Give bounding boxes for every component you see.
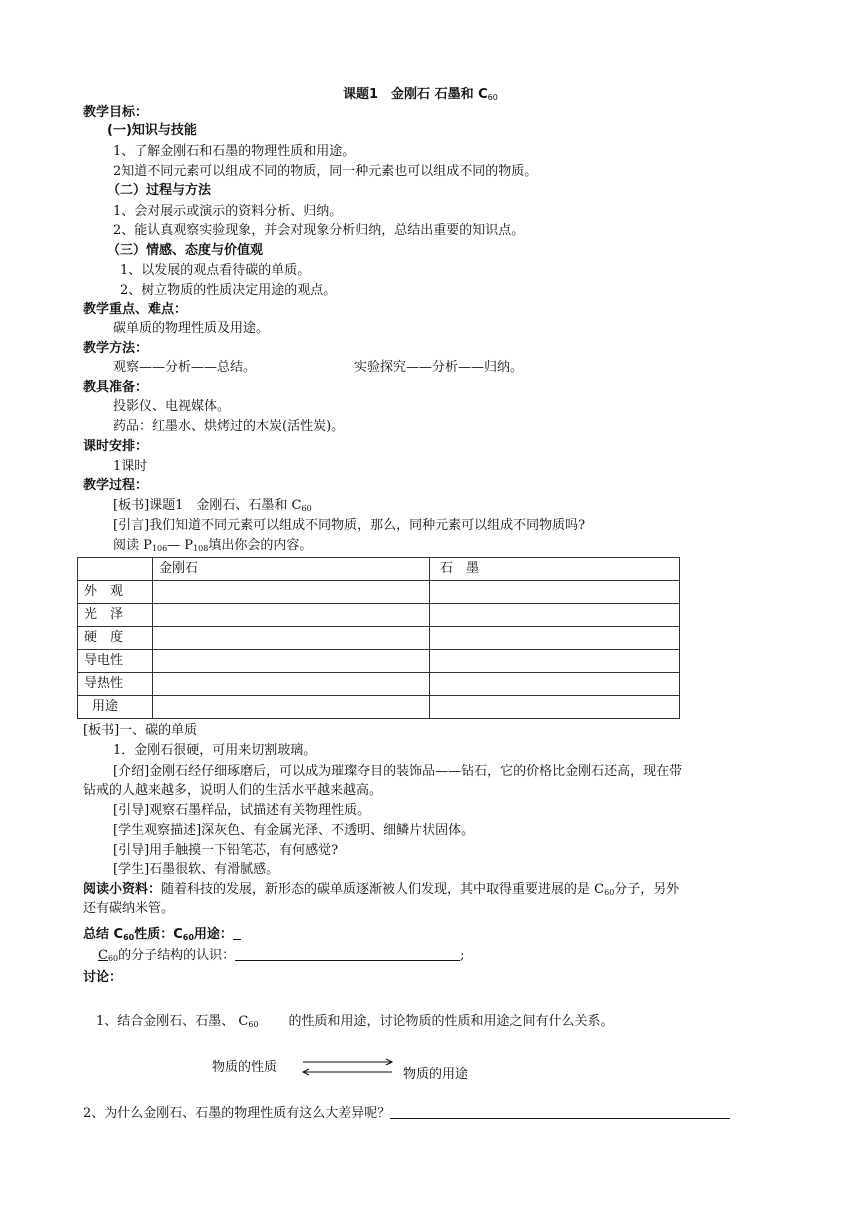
summary-subscript-1: 60 bbox=[123, 933, 135, 942]
process-item-1: 1、会对展示或演示的资料分析、归纳。 bbox=[113, 204, 343, 219]
reading-material-post: 分子，另外 bbox=[614, 882, 680, 897]
discussion-heading: 讨论： bbox=[83, 970, 123, 985]
reading-material-line-2: 还有碳纳米管。 bbox=[83, 901, 175, 916]
page-title bbox=[343, 86, 498, 106]
table-cell[interactable] bbox=[430, 650, 680, 673]
row-label-luster: 光 泽 bbox=[78, 604, 153, 627]
schedule-heading: 课时安排： bbox=[83, 439, 149, 454]
table-cell[interactable] bbox=[153, 696, 430, 719]
row-label-use: 用途 bbox=[78, 696, 153, 719]
reading-page-start: 106 bbox=[151, 544, 168, 553]
discussion-q2 bbox=[83, 1105, 730, 1122]
table-header-graphite: 石 墨 bbox=[430, 558, 680, 581]
summary-part-3: 用途： bbox=[193, 927, 233, 942]
summary-subscript-2: 60 bbox=[182, 933, 194, 942]
table-header-cell bbox=[78, 558, 153, 581]
reading-mid: — P bbox=[167, 538, 194, 553]
process-heading: （二）过程与方法 bbox=[107, 183, 212, 198]
discussion-q1-pre: 1、结合金刚石、石墨、 C bbox=[96, 1014, 249, 1029]
objectives-heading: 教学目标： bbox=[83, 105, 149, 120]
board-carbon-elements: [板书]一、碳的单质 bbox=[83, 723, 198, 738]
emotion-heading: （三）情感、态度与价值观 bbox=[107, 243, 264, 258]
table-cell[interactable] bbox=[153, 627, 430, 650]
table-cell[interactable] bbox=[153, 604, 430, 627]
reading-post: 填出你会的内容。 bbox=[208, 538, 313, 553]
board-title-subscript: 60 bbox=[301, 504, 312, 513]
discussion-q2-blank[interactable] bbox=[390, 1105, 730, 1119]
reading-material-line-1 bbox=[83, 881, 679, 901]
structure-blank[interactable] bbox=[235, 947, 460, 961]
board-title-text: [板书]课题1 金刚石、石墨和 C bbox=[113, 498, 302, 513]
structure-subscript: 60 bbox=[107, 954, 119, 963]
knowledge-item-2: 2知道不同元素可以组成不同的物质，同一种元素也可以组成不同的物质。 bbox=[113, 164, 538, 179]
key-points-heading: 教学重点、难点： bbox=[83, 302, 188, 317]
table-row bbox=[78, 673, 680, 696]
summary-blank[interactable] bbox=[233, 926, 241, 940]
reading-material-subscript: 60 bbox=[604, 888, 615, 897]
discussion-q1-subscript: 60 bbox=[248, 1020, 259, 1029]
property-label: 物质的性质 bbox=[212, 1060, 278, 1075]
knowledge-item-1: 1、了解金刚石和石墨的物理性质和用途。 bbox=[113, 144, 356, 159]
table-cell[interactable] bbox=[430, 581, 680, 604]
discussion-q2-text: 2、为什么金刚石、石墨的物理性质有这么大差异呢？ bbox=[83, 1106, 391, 1121]
title-text: 课题1 金刚石 石墨和 C bbox=[343, 87, 488, 102]
summary-line bbox=[83, 926, 241, 946]
title-subscript: 60 bbox=[487, 93, 498, 102]
structure-text: 的分子结构的认识： bbox=[118, 948, 236, 963]
process-section-heading: 教学过程： bbox=[83, 478, 149, 493]
table-cell[interactable] bbox=[430, 673, 680, 696]
discussion-q1-post: 的性质和用途，讨论物质的性质和用途之间有什么关系。 bbox=[288, 1014, 614, 1029]
reading-page-end: 108 bbox=[193, 544, 209, 553]
key-points-text: 碳单质的物理性质及用途。 bbox=[113, 321, 270, 336]
methods-heading: 教学方法： bbox=[83, 341, 149, 356]
diamond-hard-point: 1．金刚石很硬，可用来切割玻璃。 bbox=[113, 743, 317, 758]
reading-pre: 阅读 P bbox=[113, 538, 152, 553]
preparation-heading: 教具准备： bbox=[83, 380, 149, 395]
schedule-text: 1课时 bbox=[113, 459, 148, 474]
guide-pencil: [引导]用手触摸一下铅笔芯，有何感觉? bbox=[113, 843, 339, 858]
guide-graphite: [引导]观察石墨样品，试描述有关物理性质。 bbox=[113, 803, 371, 818]
intro-diamond-line-2: 钻戒的人越来越多，说明人们的生活水平越来越高。 bbox=[83, 783, 383, 798]
structure-line bbox=[98, 947, 465, 967]
table-row bbox=[78, 696, 680, 719]
preparation-item-2: 药品：红墨水、烘烤过的木炭(活性炭)。 bbox=[113, 419, 345, 434]
reading-material-pre: 随着科技的发展，新形态的碳单质逐渐被人们发现，其中取得重要进展的是 C bbox=[161, 882, 605, 897]
row-label-appearance: 外 观 bbox=[78, 581, 153, 604]
student-observation: [学生观察描述]深灰色、有金属光泽、不透明、细鳞片状固体。 bbox=[113, 823, 475, 838]
row-label-thermal: 导热性 bbox=[78, 673, 153, 696]
table-row bbox=[78, 650, 680, 673]
summary-part-1: 总结 C bbox=[83, 927, 124, 942]
table-row bbox=[78, 604, 680, 627]
table-header-row bbox=[78, 558, 680, 581]
comparison-table bbox=[77, 557, 680, 719]
structure-formula bbox=[98, 948, 118, 963]
preparation-item-1: 投影仪、电视媒体。 bbox=[113, 399, 231, 414]
summary-part-2: 性质：C bbox=[134, 927, 183, 942]
table-cell[interactable] bbox=[430, 604, 680, 627]
table-row bbox=[78, 627, 680, 650]
table-cell[interactable] bbox=[430, 696, 680, 719]
student-answer: [学生]石墨很软、有滑腻感。 bbox=[113, 862, 280, 877]
emotion-item-1: 1、以发展的观点看待碳的单质。 bbox=[120, 263, 311, 278]
discussion-q1 bbox=[96, 1013, 614, 1033]
table-cell[interactable] bbox=[153, 650, 430, 673]
row-label-conductivity: 导电性 bbox=[78, 650, 153, 673]
board-title bbox=[113, 497, 312, 517]
structure-semicolon: ; bbox=[460, 948, 465, 963]
reading-material-label: 阅读小资料： bbox=[83, 882, 162, 897]
table-cell[interactable] bbox=[153, 673, 430, 696]
method-experiment: 实验探究——分析——归纳。 bbox=[354, 360, 524, 375]
table-header-diamond: 金刚石 bbox=[153, 558, 430, 581]
bidirectional-arrows-icon bbox=[300, 1056, 396, 1078]
table-cell[interactable] bbox=[430, 627, 680, 650]
reading-instruction bbox=[113, 537, 312, 557]
emotion-item-2: 2、树立物质的性质决定用途的观点。 bbox=[120, 283, 337, 298]
intro-question: [引言]我们知道不同元素可以组成不同物质，那么，同种元素可以组成不同物质吗? bbox=[113, 518, 586, 533]
method-observe: 观察——分析——总结。 bbox=[113, 360, 257, 375]
structure-c: C bbox=[98, 948, 108, 963]
knowledge-heading: (一)知识与技能 bbox=[107, 123, 197, 138]
process-item-2: 2、能认真观察实验现象，并会对现象分析归纳，总结出重要的知识点。 bbox=[113, 223, 525, 238]
intro-diamond-line-1: [介绍]金刚石经仔细琢磨后，可以成为璀璨夺目的装饰品——钻石，它的价格比金刚石还高，现在带 bbox=[113, 764, 683, 779]
table-cell[interactable] bbox=[153, 581, 430, 604]
table-row bbox=[78, 581, 680, 604]
use-label: 物质的用途 bbox=[403, 1067, 469, 1082]
row-label-hardness: 硬 度 bbox=[78, 627, 153, 650]
